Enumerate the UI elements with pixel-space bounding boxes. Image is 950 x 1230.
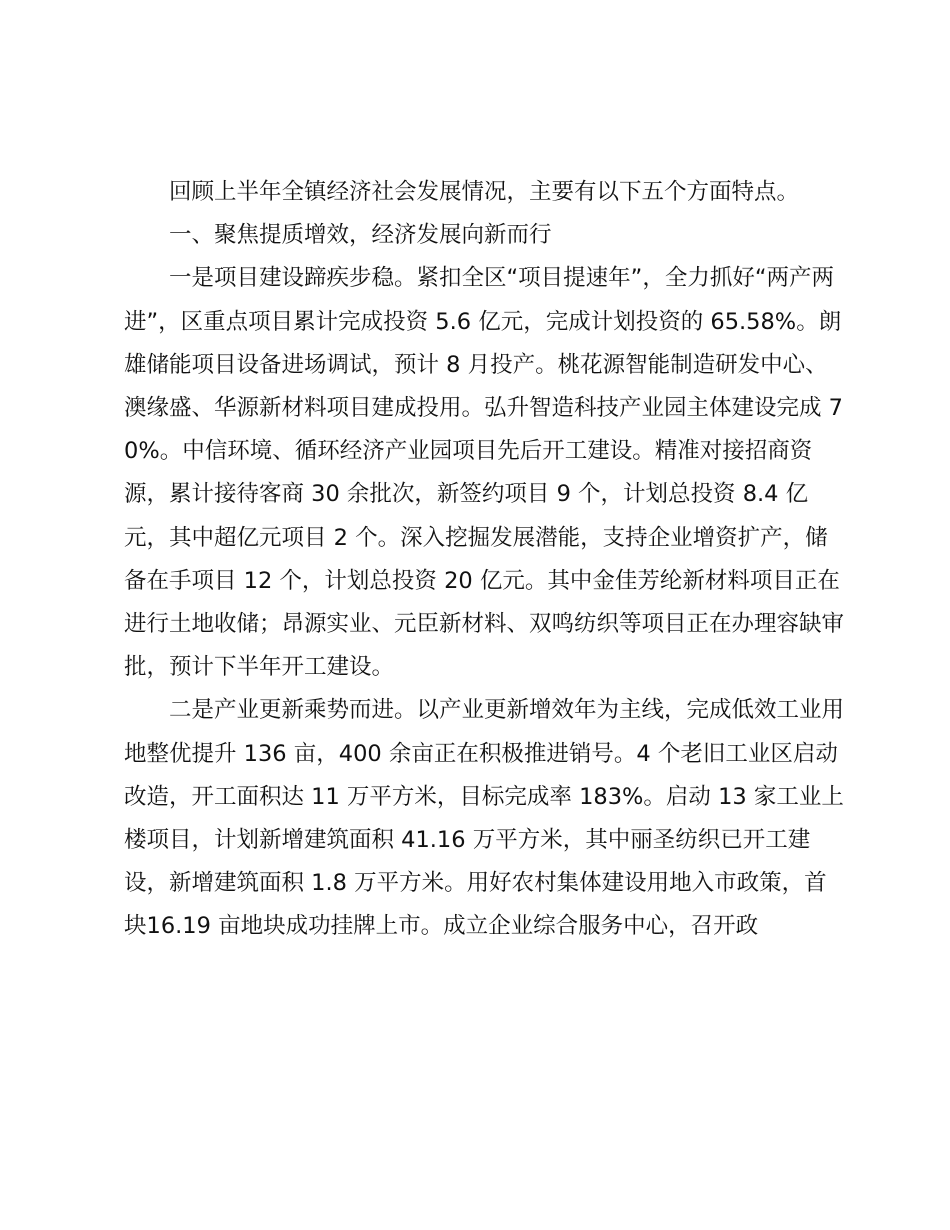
document-body: [124, 171, 844, 949]
industry-renewal-paragraph: 二是产业更新乘势而进。以产业更新增效年为主线，完成低效工业用地整优提升 136 亩，400 余亩正在积极推进销号。4 个老旧工业区启动改造，开工面积达 11 万平方米，目标完成率 183%。启动 13 家工业上楼项目，计划新增建筑面积 41.16 万平方米，其中丽圣纺织已开工建设，新增建筑面积 1.8 万平方米。用好农村集体建设用地入市政策，首块16.19 亩地块成功挂牌上市。成立企业综合服务中心，召开政: [124, 697, 845, 940]
intro-paragraph: 回顾上半年全镇经济社会发展情况，主要有以下五个方面特点。: [169, 179, 800, 205]
project-construction-paragraph: 一是项目建设蹄疾步稳。紧扣全区“项目提速年”，全力抓好“两产两进”，区重点项目累计完成投资 5.6 亿元，完成计划投资的 65.58%。朗雄储能项目设备进场调试，预计 8 月投产。桃花源智能制造研发中心、澳缘盛、华源新材料项目建成投用。弘升智造科技产业园主体建设完成 70%。中信环境、循环经济产业园项目先后开工建设。精准对接招商资源，累计接待客商 30 余批次，新签约项目 9 个，计划总投资 8.4 亿元，其中超亿元项目 2 个。深入挖掘发展潜能，支持企业增资扩产，储备在手项目 12 个，计划总投资 20 亿元。其中金佳芳纶新材料项目正在进行土地收储；昂源实业、元臣新材料、双鸣纺织等项目正在办理容缺审批，预计下半年开工建设。: [124, 265, 845, 681]
section-heading: 一、聚焦提质增效，经济发展向新而行: [169, 222, 552, 249]
